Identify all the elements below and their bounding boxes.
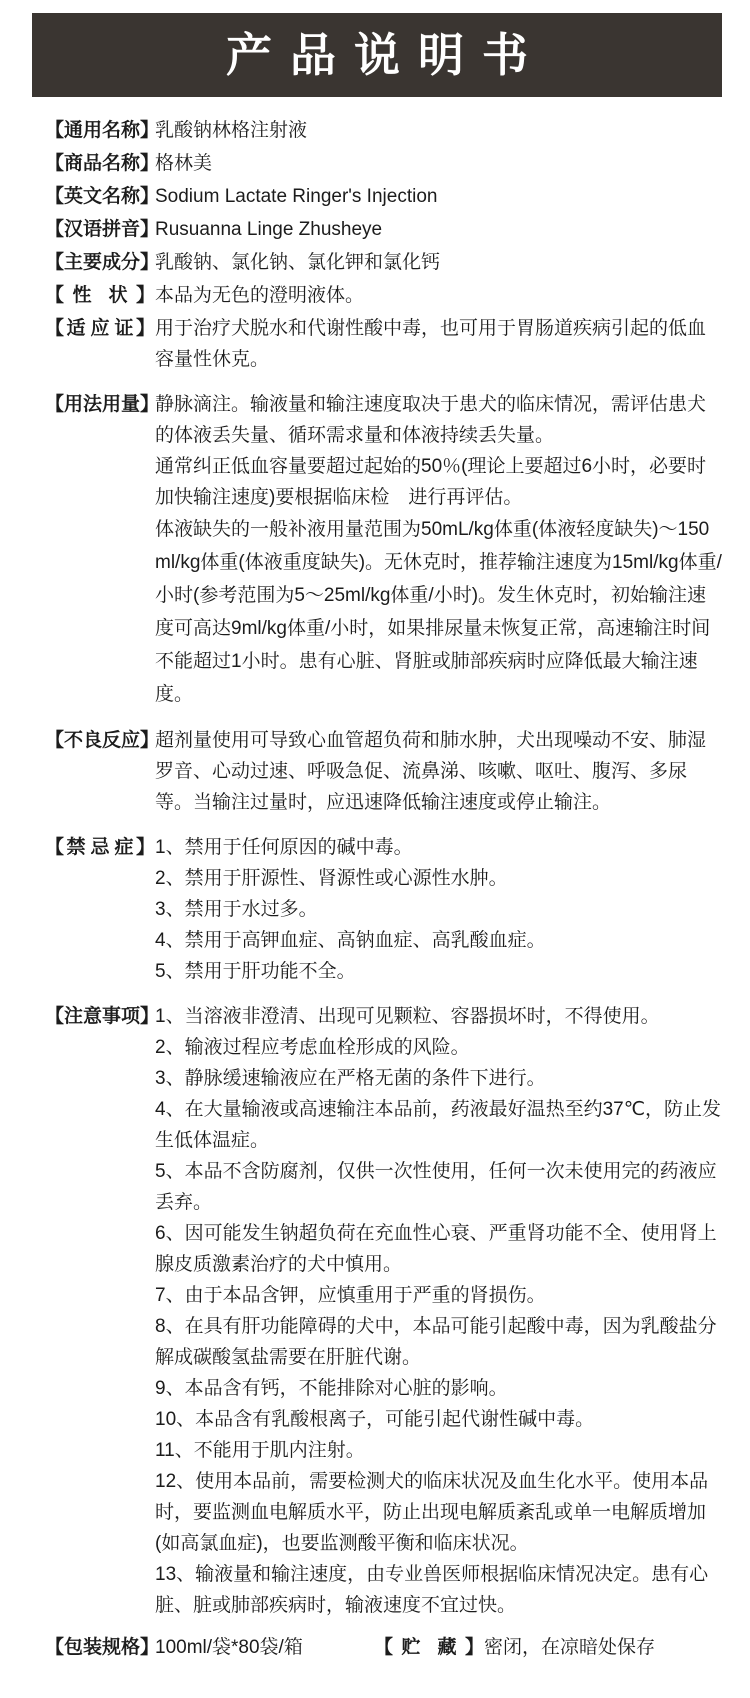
field-adverse-reactions <box>45 725 723 818</box>
list-item: 1、当溶液非澄清、出现可见颗粒、容器损坏时，不得使用。 <box>155 1006 660 1027</box>
product-insert-page <box>0 13 750 1669</box>
bracket-close: 】 <box>135 285 155 306</box>
label-chars-contraindications <box>64 832 136 863</box>
field-value-adverse-reactions: 超剂量使用可导致心血管超负荷和肺水肿，犬出现噪动不安、肺湿罗音、心动过速、呼吸急促、流鼻涕、咳嗽、呕吐、腹泻、多尿等。当输注过量时，应迅速降低输注速度或停止输注。 <box>155 730 707 813</box>
field-label-packaging: 【包装规格】 <box>45 1637 160 1658</box>
dosage-paragraph: 体液缺失的一般补液用量范围为50mL/kg体重(体液轻度缺失)～150ml/kg体重(体液重度缺失)。无休克时，推荐输注速度为15ml/kg体重/小时(参考范围为5～25ml/kg体重/小时)。发生休克时，初始输注速度可高达9ml/kg体重/小时，如果排尿量未恢复正常，高速输注时间不能超过1小时。患有心脏、肾脏或肺部疾病时应降低最大输注速度。 <box>155 519 722 705</box>
list-item: 9、本品含有钙，不能排除对心脏的影响。 <box>155 1378 508 1399</box>
field-label-adverse-reactions: 【不良反应】 <box>45 730 160 751</box>
field-label-properties <box>45 280 155 311</box>
field-properties <box>45 280 723 311</box>
bracket-open: 【 <box>45 285 65 306</box>
bracket-close: 】 <box>464 1637 484 1658</box>
contraindications-list <box>155 832 723 987</box>
field-value-ingredients: 乳酸钠、氯化钠、氯化钾和氯化钙 <box>155 252 441 273</box>
field-english-name <box>45 181 723 212</box>
list-item: 11、不能用于肌内注射。 <box>155 1440 365 1461</box>
bracket-open: 【 <box>45 318 65 339</box>
field-value-packaging: 100ml/袋*80袋/箱 <box>155 1637 303 1658</box>
field-contraindications <box>45 832 723 987</box>
field-label-trade-name: 【商品名称】 <box>45 153 160 174</box>
field-label-indications <box>45 313 155 344</box>
label-char: 藏 <box>437 1637 457 1658</box>
list-item: 13、输液量和输注速度，由专业兽医师根据临床情况决定。患有心脏、脏或肺部疾病时，输液速度不宜过快。 <box>155 1564 709 1616</box>
list-item: 7、由于本品含钾，应慎重用于严重的肾损伤。 <box>155 1285 546 1306</box>
field-generic-name <box>45 115 723 146</box>
list-item: 2、禁用于肝源性、肾源性或心源性水肿。 <box>155 868 508 889</box>
list-item: 6、因可能发生钠超负荷在充血性心衰、严重肾功能不全、使用肾上腺皮质激素治疗的犬中慎用。 <box>155 1223 717 1275</box>
bracket-close: 】 <box>135 318 155 339</box>
dosage-paragraph: 通常纠正低血容量要超过起始的50％(理论上要超过6小时，必要时加快输注速度)要根据临床检 进行再评估。 <box>155 456 707 508</box>
bracket-open: 【 <box>45 837 65 858</box>
label-char: 应 <box>90 318 110 339</box>
field-value-trade-name: 格林美 <box>155 153 213 174</box>
field-ingredients <box>45 247 723 278</box>
field-value-dosage <box>155 389 723 711</box>
footer-packaging-storage <box>0 1623 750 1663</box>
label-char: 适 <box>66 318 86 339</box>
field-label-storage <box>374 1633 484 1663</box>
field-indications <box>45 313 723 375</box>
field-label-contraindications <box>45 832 155 863</box>
label-chars-indications <box>64 313 136 344</box>
list-item: 4、禁用于高钾血症、高钠血症、高乳酸血症。 <box>155 930 546 951</box>
field-value-indications: 用于治疗犬脱水和代谢性酸中毒，也可用于胃肠道疾病引起的低血容量性休克。 <box>155 318 707 370</box>
field-value-english-name: Sodium Lactate Ringer's Injection <box>155 186 438 207</box>
document-header-banner <box>32 13 722 97</box>
label-char: 禁 <box>66 837 86 858</box>
label-char: 忌 <box>90 837 110 858</box>
list-item: 5、禁用于肝功能不全。 <box>155 961 356 982</box>
field-label-generic-name: 【通用名称】 <box>45 120 160 141</box>
field-value-storage: 密闭，在凉暗处保存 <box>484 1637 656 1658</box>
field-value-generic-name: 乳酸钠林格注射液 <box>155 120 308 141</box>
bracket-open: 【 <box>374 1637 394 1658</box>
field-value-contraindications <box>155 832 723 987</box>
field-label-pinyin: 【汉语拼音】 <box>45 219 160 240</box>
dosage-paragraph: 静脉滴注。输液量和输注速度取决于患犬的临床情况，需评估患犬的体液丢失量、循环需求量和体液持续丢失量。 <box>155 394 707 446</box>
list-item: 2、输液过程应考虑血栓形成的风险。 <box>155 1037 470 1058</box>
field-precautions <box>45 1001 723 1621</box>
document-body <box>0 97 750 1621</box>
list-item: 4、在大量输液或高速输注本品前，药液最好温热至约37℃，防止发生低体温症。 <box>155 1099 722 1151</box>
field-label-english-name: 【英文名称】 <box>45 186 160 207</box>
list-item: 3、静脉缓速输液应在严格无菌的条件下进行。 <box>155 1068 546 1089</box>
field-dosage <box>45 389 723 711</box>
precautions-list <box>155 1001 723 1621</box>
label-char: 证 <box>114 318 134 339</box>
field-value-properties: 本品为无色的澄明液体。 <box>155 285 365 306</box>
list-item: 5、本品不含防腐剂，仅供一次性使用，任何一次未使用完的药液应丢弃。 <box>155 1161 717 1213</box>
field-pinyin <box>45 214 723 245</box>
list-item: 10、本品含有乳酸根离子，可能引起代谢性碱中毒。 <box>155 1409 595 1430</box>
label-char: 贮 <box>401 1637 421 1658</box>
list-item: 8、在具有肝功能障碍的犬中，本品可能引起酸中毒，因为乳酸盐分解成碳酸氢盐需要在肝脏代谢。 <box>155 1316 717 1368</box>
field-value-pinyin: Rusuanna Linge Zhusheye <box>155 219 383 240</box>
label-char: 症 <box>114 837 134 858</box>
list-item: 12、使用本品前，需要检测犬的临床状况及血生化水平。使用本品时，要监测血电解质水平，防止出现电解质紊乱或单一电解质增加(如高氯血症)，也要监测酸平衡和临床状况。 <box>155 1471 709 1554</box>
field-label-dosage: 【用法用量】 <box>45 394 160 415</box>
bracket-close: 】 <box>135 837 155 858</box>
field-label-precautions: 【注意事项】 <box>45 1006 160 1027</box>
label-char: 状 <box>108 285 128 306</box>
page-title: 产品说明书 <box>226 29 546 81</box>
label-char: 性 <box>72 285 92 306</box>
field-value-precautions <box>155 1001 723 1621</box>
label-chars-properties <box>64 280 136 311</box>
label-chars-storage <box>393 1633 465 1663</box>
list-item: 1、禁用于任何原因的碱中毒。 <box>155 837 413 858</box>
field-label-ingredients: 【主要成分】 <box>45 252 160 273</box>
field-trade-name <box>45 148 723 179</box>
list-item: 3、禁用于水过多。 <box>155 899 318 920</box>
